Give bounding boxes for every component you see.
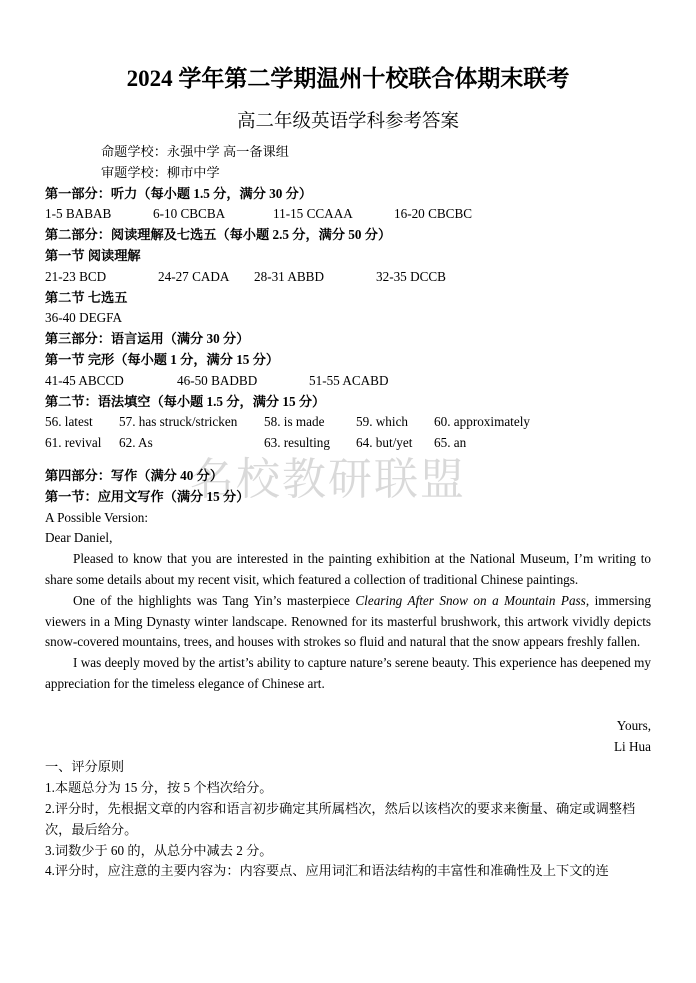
answer-key: 16-20 CBCBC	[394, 206, 473, 222]
setter-line: 命题学校：永强中学 高一备课组	[101, 144, 289, 159]
letter-closing: Yours,	[616, 717, 651, 733]
spacer	[45, 454, 651, 466]
answer-sheet	[45, 62, 651, 882]
grammar-answer: 64. but/yet	[356, 435, 413, 451]
part1-heading: 第一部分：听力（每小题 1.5 分，满分 30 分）	[45, 185, 313, 201]
grammar-answer: 62. As	[119, 435, 153, 451]
answer-key: 28-31 ABBD	[254, 268, 324, 284]
part2-section2-keys: 36-40 DEGFA	[45, 310, 123, 326]
answer-key: 21-23 BCD	[45, 268, 107, 284]
grammar-answer: 63. resulting	[264, 435, 330, 451]
scoring-rule: 1.本题总分为 15 分，按 5 个档次给分。	[45, 780, 273, 796]
grammar-answer: 56. latest	[45, 414, 93, 430]
part3-heading: 第三部分：语言运用（满分 30 分）	[45, 331, 250, 347]
scoring-rule: 3.词数少于 60 的，从总分中减去 2 分。	[45, 842, 273, 858]
version-label: A Possible Version:	[45, 509, 149, 525]
part1-keys	[45, 204, 651, 225]
grammar-row-2	[45, 433, 651, 454]
letter-greeting: Dear Daniel,	[45, 530, 113, 546]
painting-title: Clearing After Snow on a Mountain Pass	[355, 592, 586, 608]
paragraph-2-start: One of the highlights was Tang Yin’s masterpiece	[73, 592, 356, 608]
page-subtitle: 高二年级英语学科参考答案	[236, 111, 459, 132]
letter-paragraph-3: I was deeply moved by the artist’s ability to capture nature’s serene beauty. This experience has deepened my appreciation for the timeless elegance of Chinese art.	[45, 655, 651, 691]
answer-key: 1-5 BABAB	[45, 206, 112, 222]
grammar-answer: 57. has struck/stricken	[119, 414, 238, 430]
grammar-answer: 58. is made	[264, 414, 325, 430]
grammar-row-1	[45, 412, 651, 433]
letter-paragraph-2	[45, 591, 651, 653]
part4-heading: 第四部分：写作（满分 40 分）	[45, 467, 224, 483]
answer-key: 32-35 DCCB	[376, 268, 446, 284]
part3-section2-heading: 第二节：语法填空（每小题 1.5 分，满分 15 分）	[45, 393, 326, 409]
part3-section1-keys	[45, 371, 651, 392]
page-title: 2024 学年第二学期温州十校联合体期末联考	[126, 66, 570, 91]
answer-key: 46-50 BADBD	[177, 372, 258, 388]
part2-section1-heading: 第一节 阅读理解	[45, 247, 141, 263]
letter-paragraph-1: Pleased to know that you are interested in the painting exhibition at the National Museum, I’m writing to share some details about my recent visit, which featured a collection of traditional Chinese paintings.	[45, 551, 651, 587]
grammar-answer: 59. which	[356, 414, 409, 430]
letter-signature: Li Hua	[614, 738, 651, 754]
part3-section1-heading: 第一节 完形（每小题 1 分，满分 15 分）	[45, 351, 280, 367]
spacer	[45, 695, 651, 716]
grammar-answer: 60. approximately	[434, 414, 530, 430]
part2-section1-keys	[45, 267, 651, 288]
scoring-rule: 2.评分时，先根据文章的内容和语言初步确定其所属档次，然后以该档次的要求来衡量、确定或调整档次，最后给分。	[45, 800, 636, 837]
answer-key: 6-10 CBCBA	[153, 206, 226, 222]
grammar-answer: 65. an	[434, 435, 467, 451]
paragraph-2-end: , immersing viewers in a Ming Dynasty winter landscape. Renowned for its masterful brushwork, this artwork vividly depicts snow-covered mountains, trees, and houses with strokes so fluid and natural that the snow appears freshly fallen.	[45, 592, 651, 650]
answer-key: 11-15 CCAAA	[273, 206, 353, 222]
answer-key: 51-55 ACABD	[309, 372, 389, 388]
scoring-rule: 4.评分时，应注意的主要内容为：内容要点、应用词汇和语法结构的丰富性和准确性及上下文的连	[45, 863, 609, 879]
part4-section1-heading: 第一节：应用文写作（满分 15 分）	[45, 488, 250, 504]
answer-key: 24-27 CADA	[158, 268, 230, 284]
reviewer-line: 审题学校：柳市中学	[101, 164, 220, 180]
scoring-heading: 一、评分原则	[45, 759, 125, 775]
watermark: 名校教研联盟	[190, 454, 466, 505]
part2-section2-heading: 第二节 七选五	[45, 289, 128, 305]
answer-key: 41-45 ABCCD	[45, 372, 124, 388]
grammar-answer: 61. revival	[45, 435, 102, 451]
part2-heading: 第二部分：阅读理解及七选五（每小题 2.5 分，满分 50 分）	[45, 227, 392, 243]
